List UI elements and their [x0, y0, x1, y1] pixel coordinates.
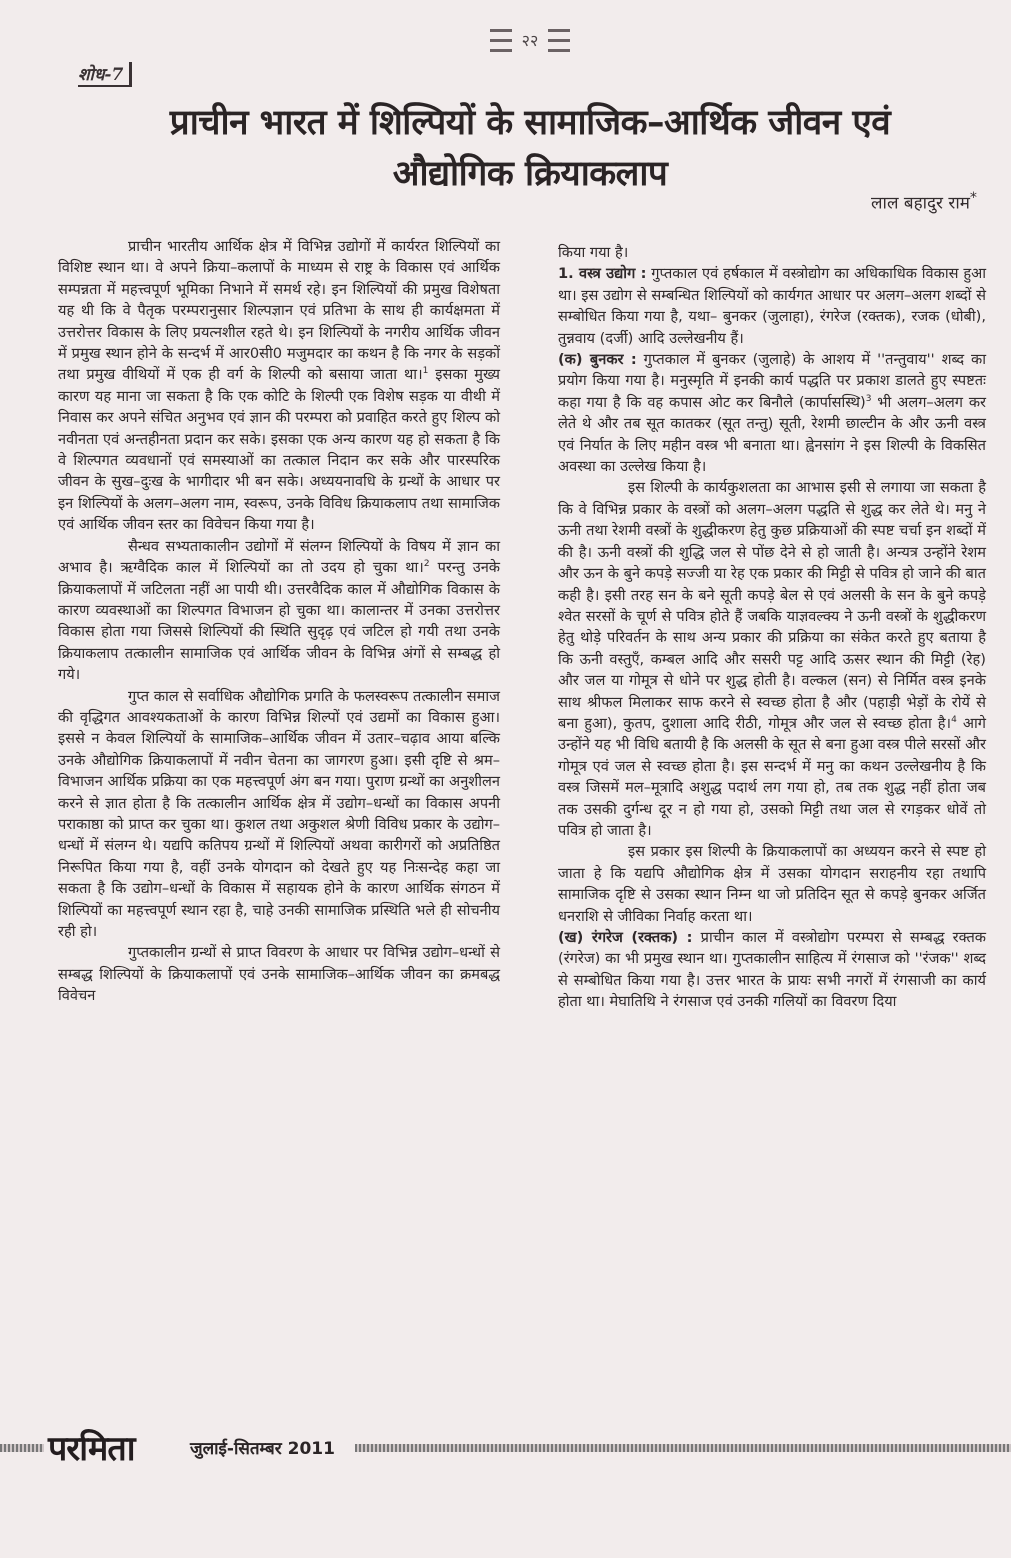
paragraph: इस प्रकार इस शिल्पी के क्रियाकलापों का अध्ययन करने से स्पष्ट हो जाता हे कि यद्यपि औद्योगिक क्षेत्र में उसका योगदान सराहनीय रहा तथापि सामाजिक दृष्टि से उसका स्थान निम्न था जो प्रतिदिन सूत से कपड़े बुनकर अर्जित धनराशि से जीविका निर्वाह करता था।	[558, 843, 986, 925]
paragraph-text: इस शिल्पी के कार्यकुशलता का आभास इसी से लगाया जा सकता है कि वे विभिन्न प्रकार के वस्त्रों को अलग–अलग पद्धति से शुद्ध कर लेते थे। मनु ने ऊनी तथा रेशमी वस्त्रों के शुद्धीकरण हेतु कुछ प्रक्रियाओं की स्पष्ट चर्चा इन शब्दों में की है। ऊनी वस्त्रों की शुद्धि जल से पोंछ देने से हो जाती है। अन्यत्र उन्होंने रेशम और ऊन के बुने कपड़े सज्जी या रेह एक प्रकार की मिट्टी से पवित्र हो जाने की बात कही है। इसी तरह सन के बने सूती कपड़े बेल से एवं अलसी के सन के बुने कपड़े श्वेत सरसों के चूर्ण से पवित्र होते हैं जबकि याज्ञवल्क्य ने ऊनी वस्त्रों के शुद्धीकरण हेतु थोड़े परिवर्तन के साथ अन्य प्रकार की प्रक्रिया का संकेत करते हुए बताया है कि ऊनी वस्तुएँ, कम्बल आदि और ससरी पट्ट आदि ऊसर स्थान की मिट्टी (रेह) और जल या गोमूत्र से धोने पर शुद्ध होती है। वल्कल (सन) से निर्मित वस्त्र इनके साथ श्रीफल मिलाकर साफ करने से स्वच्छ होता है और (पहाड़ी भेड़ों के रोयें से बना हुआ), कुतप, दुशाला आदि रीठी, गोमूत्र और जल से स्वच्छ होता है।	[558, 479, 986, 732]
paragraph	[58, 536, 500, 686]
title-line-2: औद्योगिक क्रियाकलाप	[392, 153, 668, 194]
paragraph-text: इसका मुख्य कारण यह माना जा सकता है कि एक कोटि के शिल्पी एक विशेष सड़क या वीथी में निवास कर अपने संचित अनुभव एवं ज्ञान की परम्परा को प्रवाहित करते हुए शिल्प को नवीनता एवं अन्तहीनता प्रदान कर सके। इसका एक अन्य कारण यह हो सकता है कि वे शिल्पगत व्यवधानों एवं समस्याओं का तत्काल निदान कर सके और पारस्परिक जीवन के सुख–दुःख के भागीदार भी बन सके। अध्ययनावधि के ग्रन्थों के आधार पर इन शिल्पियों के अलग–अलग नाम, स्वरूप, उनके विविध क्रियाकलाप तथा सामाजिक एवं आर्थिक जीवन स्तर का विवेचन किया गया है।	[58, 366, 500, 534]
paragraph-text: प्राचीन काल में वस्त्रोद्योग परम्परा से सम्बद्ध रक्तक (रंगरेज) का भी प्रमुख स्थान था। गुप्तकालीन साहित्य में रंगसाज को ''रंजक'' शब्द से सम्बोधित किया गया है। उत्तर भारत के प्रायः सभी नगरों में रंगसाजी का कार्य होता था। मेघातिथि ने रंगसाज एवं उनकी गलियों का विवरण दिया	[558, 929, 986, 1011]
ornament-right	[548, 29, 570, 52]
paragraph	[58, 236, 500, 536]
magazine-name: परमिता	[48, 1429, 135, 1469]
section-tag: शोध-7	[78, 62, 132, 87]
paragraph-text: परन्तु उनके क्रियाकलापों में जटिलता नहीं आ पायी थी। उत्तरवैदिक काल में औद्योगिक विकास के कारण व्यवस्थाओं का शिल्पगत विभाजन हो चुका था। कालान्तर में उनका उत्तरोत्तर विकास होता गया जिससे शिल्पियों की स्थिति सुदृढ़ एवं जटिल हो गयी तथा उनके क्रियाकलाप तत्कालीन सामाजिक एवं आर्थिक जीवन के विभिन्न अंगों से सम्बद्ध हो गये।	[58, 559, 500, 684]
paragraph-text: गुप्तकाल में बुनकर (जुलाहे) के आशय में ''तन्तुवाय'' शब्द का प्रयोग किया गया है। मनुस्मृति में इनकी कार्य पद्धति पर प्रकाश डालते हुए स्पष्टतः कहा गया है कि वह कपास ओट कर बिनौले (कार्पासस्थि)	[558, 351, 986, 411]
paragraph-text: प्राचीन भारतीय आर्थिक क्षेत्र में विभिन्न उद्योगों में कार्यरत शिल्पियों का विशिष्ट स्थान था। वे अपने क्रिया–कलापों के माध्यम से राष्ट्र के विकास एवं आर्थिक सम्पन्नता में महत्त्वपूर्ण भूमिका निभाने में समर्थ रहे। इन शिल्पियों की प्रमुख विशेषता यह थी कि वे पैतृक परम्परानुसार शिल्पज्ञान एवं प्रतिभा के साथ ही कार्यक्षमता में उत्तरोत्तर विकास के लिए प्रयत्नशील रहते थे। इन शिल्पियों के नगरीय आर्थिक जीवन में प्रमुख स्थान होने के सन्दर्भ में आर0सी0 मजुमदार का कथन है कि नगर के सड़कों तथा प्रमुख वीथियों में एक ही वर्ग के शिल्पी को बसाया जाता था।	[58, 238, 500, 384]
paragraph: गुप्तकालीन ग्रन्थों से प्राप्त विवरण के आधार पर विभिन्न उद्योग–धन्धों से सम्बद्ध शिल्पियों के क्रियाकलापों एवं उनके सामाजिक–आर्थिक जीवन का क्रमबद्ध विवेचन	[58, 944, 500, 1005]
footnote-mark: 1	[422, 366, 429, 377]
title-line-1: प्राचीन भारत में शिल्पियों के सामाजिक–आर्थिक जीवन एवं	[169, 103, 891, 143]
paragraph	[558, 927, 986, 1013]
ornament-left	[490, 29, 512, 52]
section-heading: (क) बुनकर :	[558, 351, 637, 369]
section-heading: (ख) रंगरेज (रक्तक) :	[558, 929, 693, 946]
paragraph-text: सैन्धव सभ्यताकालीन उद्योगों में संलग्न शिल्पियों के विषय में ज्ञान का अभाव है। ऋग्वैदिक काल में शिल्पियों का तो उदय हो चुका था।	[58, 537, 500, 577]
footnote-mark: 2	[423, 559, 430, 570]
footnote-mark: 4	[951, 715, 957, 726]
right-column	[558, 242, 986, 1013]
article-title	[110, 98, 950, 200]
paragraph-text: गुप्तकाल एवं हर्षकाल में वस्त्रोद्योग का अधिकाधिक विकास हुआ था। इस उद्योग से सम्बन्धित शिल्पियों को कार्यगत आधार पर अलग–अलग शब्दों से सम्बोधित किया गया है, यथा– बुनकर (जुलाहा), रंगरेज (रक्तक), रजक (धोबी), तुन्नवाय (दर्जी) आदि उल्लेखनीय हैं।	[558, 265, 987, 347]
paragraph: किया गया है।	[558, 244, 629, 261]
footnote-mark: 3	[865, 393, 872, 404]
paragraph	[558, 477, 986, 841]
footer-rule-right	[355, 1444, 1011, 1452]
paragraph	[558, 263, 986, 349]
footer-rule	[0, 1434, 1011, 1462]
author-text: लाल बहादुर राम	[871, 193, 970, 214]
paragraph-text: आगे उन्होंने यह भी विधि बतायी है कि अलसी के सूत से बना हुआ वस्त्र पीले सरसों और गोमूत्र एवं जल से स्वच्छ होता है। इस सन्दर्भ में मनु का कथन उल्लेखनीय है कि वस्त्र जिसमें मल–मूत्रादि अशुद्ध पदार्थ लग गया हो, तब तक शुद्ध नहीं होता जब तक उसकी दुर्गन्ध दूर न हो गया हो, उसको मिट्टी तथा जल से रगड़कर धोवें तो पवित्र हो जाता है।	[558, 714, 986, 839]
paragraph-text: भी अलग–अलग कर लेते थे और तब सूत कातकर (सूत तन्तु) सूती, रेशमी छाल्टीन के और ऊनी वस्त्र एवं निर्यात के लिए महीन वस्त्र भी बनाता था। ह्वेनसांग ने इस शिल्पी के विकसित अवस्था का उल्लेख किया है।	[558, 393, 987, 476]
author-name	[871, 190, 977, 214]
page-number	[470, 18, 590, 62]
page-number-text: २२	[521, 31, 539, 50]
issue-date: जुलाई-सितम्बर 2011	[190, 1439, 335, 1459]
author-mark: *	[969, 190, 977, 206]
paragraph	[558, 349, 986, 477]
footer-rule-left	[0, 1444, 44, 1452]
section-heading: 1. वस्त्र उद्योग :	[558, 265, 647, 283]
left-column	[58, 236, 500, 1007]
paragraph: गुप्त काल से सर्वाधिक औद्योगिक प्रगति के फलस्वरूप तत्कालीन समाज की वृद्धिगत आवश्यकताओं के कारण विभिन्न शिल्पों एवं उद्यमों का विकास हुआ। इससे न केवल शिल्पियों के सामाजिक–आर्थिक जीवन में उतार–चढ़ाव आया बल्कि उनके औद्योगिक क्रियाकलापों में नवीन चेतना का जागरण हुआ। इसी दृष्टि से श्रम–विभाजन आर्थिक प्रक्रिया का एक महत्त्वपूर्ण अंग बन गया। पुराण ग्रन्थों का अनुशीलन करने से ज्ञात होता है कि तत्कालीन आर्थिक क्षेत्र में उद्योग–धन्धों का विकास अपनी पराकाष्ठा को प्राप्त कर चुका था। कुशल तथा अकुशल श्रेणी विविध प्रकार के उद्योग–धन्धों में संलग्न थे। यद्यपि कतिपय ग्रन्थों में शिल्पियों अथवा कारीगरों को अप्रतिष्ठित निरूपित किया गया है, वहीं उनके योगदान को देखते हुए यह निःसन्देह कहा जा सकता है कि उद्योग–धन्धों के विकास में सहायक होने के कारण आर्थिक संगठन में शिल्पियों का महत्त्वपूर्ण स्थान रहा है, चाहे उनकी सामाजिक प्रस्थिति भले ही सोचनीय रही हो।	[58, 687, 500, 940]
